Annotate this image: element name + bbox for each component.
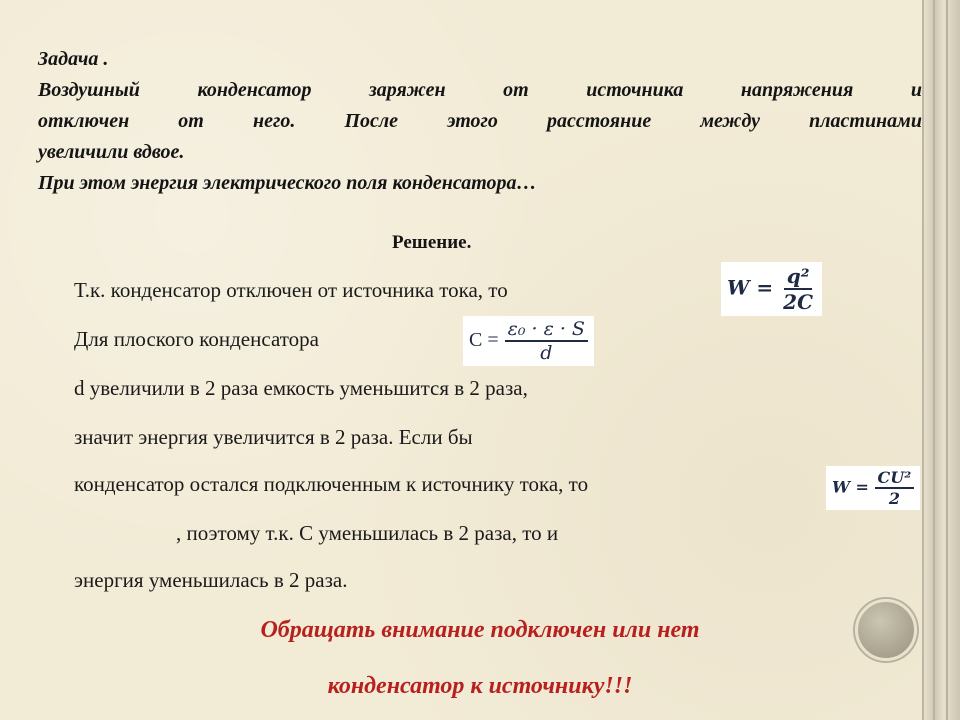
task-line: При этом энергия электрического поля конденсатора…	[38, 172, 537, 194]
capacitance-formula	[463, 316, 594, 366]
task-line: отключен от него. После этого расстояние между пластинами	[38, 110, 922, 132]
solution-line: конденсатор остался подключенным к источнику тока, то	[74, 472, 589, 496]
solution-line: значит энергия увеличится в 2 раза. Если бы	[74, 425, 473, 449]
energy-charge-formula	[721, 262, 822, 316]
solution-line: d увеличили в 2 раза емкость уменьшится в 2 раза,	[74, 376, 528, 400]
formula-numerator: ε₀ · ε · S	[505, 318, 588, 342]
solution-line: , поэтому т.к. С уменьшилась в 2 раза, то и	[176, 521, 559, 545]
formula-denominator: 2	[888, 489, 900, 508]
formula-fraction	[875, 468, 915, 508]
formula-numerator: q²	[784, 264, 813, 290]
solution-heading: Решение.	[392, 232, 472, 253]
solution-line: Т.к. конденсатор отключен от источника тока, то	[74, 278, 508, 302]
energy-voltage-formula	[826, 466, 920, 510]
task-line: увеличили вдвое.	[38, 141, 185, 163]
formula-lhs: С =	[469, 329, 499, 351]
formula-numerator: CU²	[875, 468, 915, 489]
task-line: Воздушный конденсатор заряжен от источника напряжения и	[38, 79, 922, 101]
warning-line: конденсатор к источнику!!!	[327, 673, 633, 699]
solution-line: энергия уменьшилась в 2 раза.	[74, 568, 348, 592]
formula-denominator: d	[540, 342, 553, 364]
frame-line	[933, 0, 935, 720]
formula-fraction	[780, 264, 816, 314]
formula-lhs: W =	[727, 275, 774, 300]
frame-line	[946, 0, 948, 720]
formula-fraction	[505, 318, 588, 364]
task-text	[38, 44, 922, 199]
formula-denominator: 2C	[783, 290, 813, 314]
slide-frame-right	[922, 0, 960, 720]
solution-line: Для плоского конденсатора	[74, 327, 319, 351]
task-title: Задача .	[38, 48, 109, 70]
formula-lhs: W =	[832, 477, 869, 497]
warning-line: Обращать внимание подключен или нет	[260, 617, 700, 643]
